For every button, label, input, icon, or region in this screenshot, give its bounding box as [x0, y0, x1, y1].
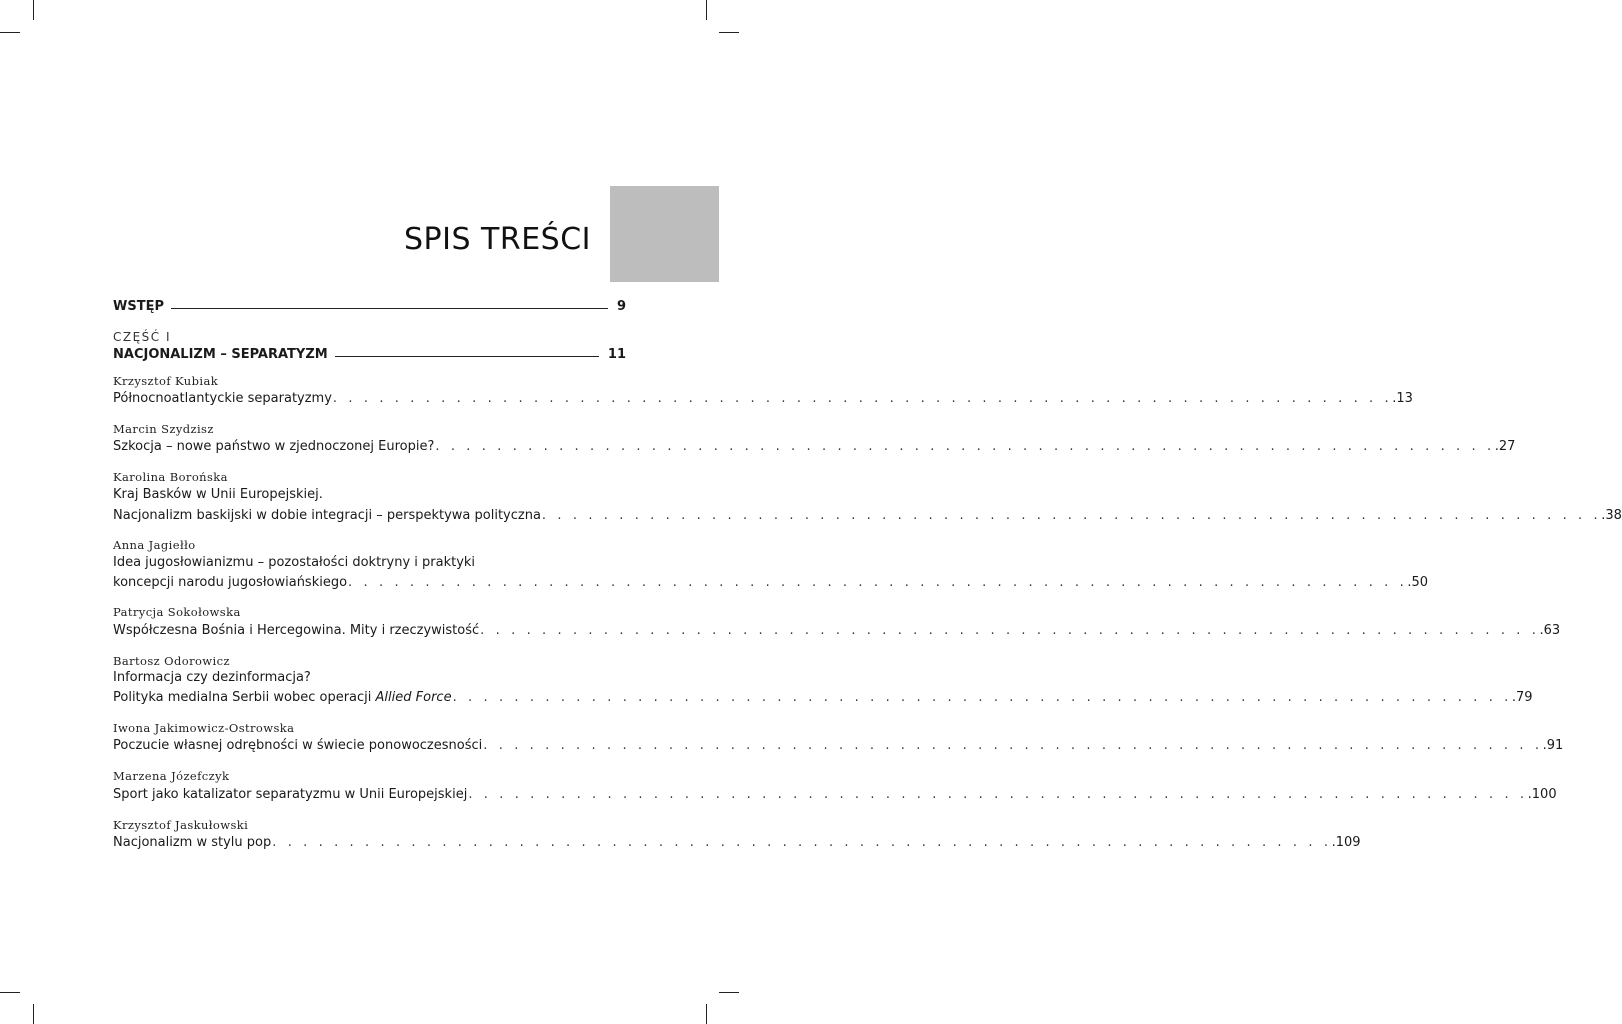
- toc-entry[interactable]: [113, 623, 1561, 638]
- entry-author: Krzysztof Jaskułowski: [113, 818, 249, 832]
- entry-title: Poczucie własnej odrębności w świecie ponowoczesności: [113, 738, 483, 753]
- crop-mark: [706, 1004, 707, 1024]
- part-label: CZĘŚĆ I: [113, 330, 172, 344]
- crop-mark: [719, 32, 739, 33]
- dot-leader: . . . . . . . . . . . . . . . . . . . . . . . . . . . . . . . . . . . . . . . . . . . . . . . . . . . . . . . . . . . . . . . . . . . . .: [468, 787, 1528, 802]
- entry-title: Północnoatlantyckie separatyzmy: [113, 391, 332, 406]
- toc-part[interactable]: [113, 347, 626, 362]
- entry-title-line: Kraj Basków w Unii Europejskiej.: [113, 487, 323, 502]
- chapter-tab-block: [610, 186, 719, 282]
- dot-leader: . . . . . . . . . . . . . . . . . . . . . . . . . . . . . . . . . . . . . . . . . . . . . . . . . . . . . . . . . . . . . . . . . . . . .: [480, 623, 1540, 638]
- entry-title: Sport jako katalizator separatyzmu w Unii Europejskiej: [113, 787, 468, 802]
- dot-leader: . . . . . . . . . . . . . . . . . . . . . . . . . . . . . . . . . . . . . . . . . . . . . . . . . . . . . . . . . . . . . . . . . . . . .: [332, 391, 1393, 406]
- entry-title: Współczesna Bośnia i Hercegowina. Mity i rzeczywistość: [113, 623, 480, 638]
- toc-intro[interactable]: [113, 299, 626, 314]
- entry-page: .109: [1331, 835, 1361, 850]
- crop-mark: [706, 0, 707, 20]
- entry-title: koncepcji narodu jugosłowiańskiego: [113, 575, 348, 590]
- dot-leader: . . . . . . . . . . . . . . . . . . . . . . . . . . . . . . . . . . . . . . . . . . . . . . . . . . . . . . . . . . . . . . . . . . . . .: [348, 575, 1408, 590]
- crop-mark: [0, 32, 20, 33]
- crop-mark: [719, 992, 739, 993]
- entry-title: Szkocja – nowe państwo w zjednoczonej Europie?: [113, 439, 435, 454]
- page-title: SPIS TREŚCI: [404, 222, 592, 257]
- toc-intro-label: WSTĘP: [113, 299, 164, 314]
- entry-author: Bartosz Odorowicz: [113, 654, 230, 668]
- entry-title: Nacjonalizm baskijski w dobie integracji – perspektywa polityczna: [113, 508, 541, 523]
- toc-intro-page: 9: [616, 299, 626, 314]
- dot-leader: . . . . . . . . . . . . . . . . . . . . . . . . . . . . . . . . . . . . . . . . . . . . . . . . . . . . . . . . . . . . . . . . . . . . .: [435, 439, 1495, 454]
- entry-page: .91: [1542, 738, 1564, 753]
- entry-page: .27: [1494, 439, 1516, 454]
- entry-page: .63: [1539, 623, 1561, 638]
- entry-page: .79: [1511, 690, 1533, 705]
- entry-author: Iwona Jakimowicz-Ostrowska: [113, 721, 295, 735]
- entry-title: Nacjonalizm w stylu pop: [113, 835, 272, 850]
- toc-entry[interactable]: [113, 391, 1413, 406]
- leader-rule: [335, 356, 599, 357]
- toc-entry[interactable]: [113, 738, 1564, 753]
- toc-entry[interactable]: [113, 508, 1622, 523]
- toc-entry[interactable]: [113, 787, 1557, 802]
- toc-entry[interactable]: [113, 575, 1429, 590]
- toc-entry[interactable]: [113, 690, 1533, 705]
- crop-mark: [33, 1004, 34, 1024]
- crop-mark: [33, 0, 34, 20]
- entry-author: Patrycja Sokołowska: [113, 605, 241, 619]
- entry-author: Karolina Borońska: [113, 470, 228, 484]
- entry-page: .13: [1392, 391, 1413, 406]
- toc-part-page: 11: [607, 347, 626, 362]
- entry-author: Marzena Józefczyk: [113, 769, 230, 783]
- entry-page: .50: [1407, 575, 1429, 590]
- entry-title: [113, 690, 452, 705]
- toc-entry[interactable]: [113, 439, 1516, 454]
- entry-page: .100: [1527, 787, 1557, 802]
- leader-rule: [171, 308, 608, 309]
- dot-leader: . . . . . . . . . . . . . . . . . . . . . . . . . . . . . . . . . . . . . . . . . . . . . . . . . . . . . . . . . . . . . . . . . . . . .: [272, 835, 1332, 850]
- entry-page: .38: [1601, 508, 1622, 523]
- crop-mark: [0, 992, 20, 993]
- entry-title-line: Idea jugosłowianizmu – pozostałości doktryny i praktyki: [113, 555, 476, 570]
- entry-author: Anna Jagiełło: [113, 538, 196, 552]
- dot-leader: . . . . . . . . . . . . . . . . . . . . . . . . . . . . . . . . . . . . . . . . . . . . . . . . . . . . . . . . . . . . . . . . . . . . .: [541, 508, 1602, 523]
- dot-leader: . . . . . . . . . . . . . . . . . . . . . . . . . . . . . . . . . . . . . . . . . . . . . . . . . . . . . . . . . . . . . . . . . . . . .: [452, 690, 1512, 705]
- dot-leader: . . . . . . . . . . . . . . . . . . . . . . . . . . . . . . . . . . . . . . . . . . . . . . . . . . . . . . . . . . . . . . . . . . . . .: [483, 738, 1543, 753]
- entry-author: Marcin Szydzisz: [113, 422, 214, 436]
- toc-part-title: NACJONALIZM – SEPARATYZM: [113, 347, 328, 362]
- entry-title-line: Informacja czy dezinformacja?: [113, 670, 311, 685]
- entry-title-italic: Allied Force: [375, 690, 452, 705]
- entry-author: Krzysztof Kubiak: [113, 374, 219, 388]
- entry-title-text: Polityka medialna Serbii wobec operacji: [113, 690, 376, 705]
- toc-entry[interactable]: [113, 835, 1361, 850]
